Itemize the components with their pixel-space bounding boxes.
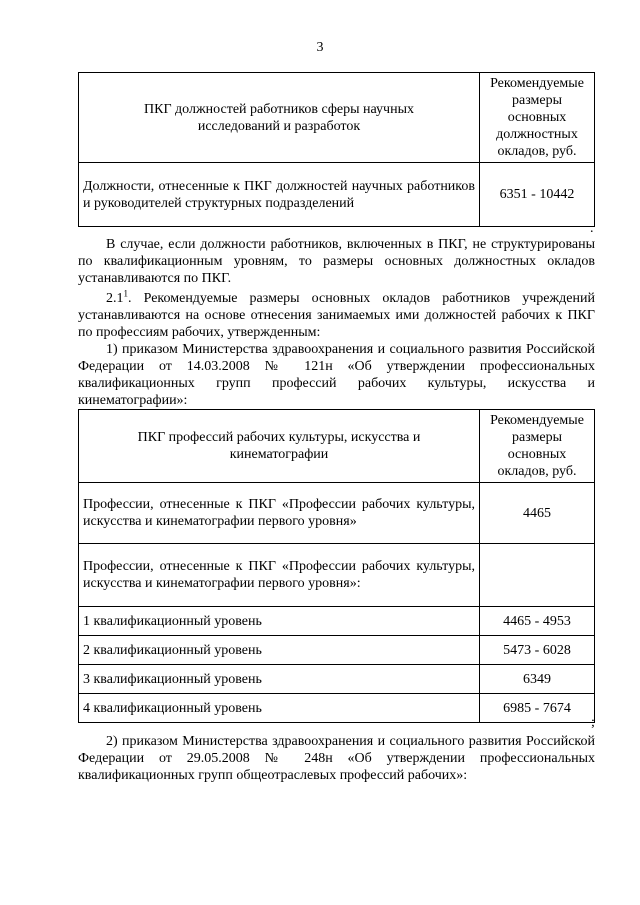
table-row: [79, 607, 595, 636]
paragraph-order-248n: 2) приказом Министерства здравоохранения и социального развития Российской Федерации от 29.05.2008 № 248н «Об утверждении профессиональных квалификационных групп общеотраслевых профессий рабочих»:: [78, 734, 595, 783]
table-cell: 2 квалификационный уровень: [79, 636, 480, 665]
table-cell: 4465: [480, 483, 595, 544]
table-header-cell: Рекомендуемые размеры основных должностных окладов, руб.: [480, 73, 595, 163]
table-row: [79, 163, 595, 227]
table-cell: 6349: [480, 665, 595, 694]
table-cell: 3 квалификационный уровень: [79, 665, 480, 694]
table-cell: [480, 544, 595, 607]
table-header-cell: Рекомендуемые размеры основных окладов, руб.: [480, 410, 595, 483]
table-cell: Профессии, отнесенные к ПКГ «Профессии рабочих культуры, искусства и кинематографии первого уровня»: [79, 483, 480, 544]
trailing-semicolon: ;: [591, 715, 595, 730]
research-positions-table: [78, 72, 595, 227]
table-header-row: [79, 73, 595, 163]
table-row: [79, 544, 595, 607]
paragraph-order-121n: 1) приказом Министерства здравоохранения и социального развития Российской Федерации от 14.03.2008 № 121н «Об утверждении профессиональных квалификационных групп профессий рабочих культуры, искусства и кинематографии»:: [78, 342, 595, 408]
table-cell: Должности, отнесенные к ПКГ должностей научных работников и руководителей структурных подразделений: [79, 163, 480, 227]
table-header-row: [79, 410, 595, 483]
paragraph-unstructured-positions: В случае, если должности работников, включенных в ПКГ, не структурированы по квалификационным уровням, то размеры основных должностных окладов устанавливаются по ПКГ.: [78, 237, 595, 286]
table-row: [79, 665, 595, 694]
table-header-cell: ПКГ должностей работников сферы научных исследований и разработок: [79, 73, 480, 163]
table-row: [79, 694, 595, 723]
page-number: 3: [316, 40, 324, 55]
table-header-cell: ПКГ профессий рабочих культуры, искусства и кинематографии: [79, 410, 480, 483]
table-row: [79, 636, 595, 665]
table-cell: Профессии, отнесенные к ПКГ «Профессии рабочих культуры, искусства и кинематографии первого уровня»:: [79, 544, 480, 607]
table-cell: 1 квалификационный уровень: [79, 607, 480, 636]
paragraph-superscript: 1: [123, 288, 128, 299]
table-cell: 6351 - 10442: [480, 163, 595, 227]
paragraph-text: . Рекомендуемые размеры основных окладов работников учреждений устанавливаются на основе отнесения занимаемых ими должностей рабочих к ПКГ по профессиям рабочих, утвержденным:: [78, 291, 595, 340]
culture-workers-table: [78, 409, 595, 723]
paragraph-2-1: [78, 290, 595, 341]
trailing-period: .: [590, 221, 594, 236]
table-cell: 4 квалификационный уровень: [79, 694, 480, 723]
table-row: [79, 483, 595, 544]
paragraph-number: 2.1: [106, 291, 124, 306]
table-cell: 4465 - 4953: [480, 607, 595, 636]
table-cell: 5473 - 6028: [480, 636, 595, 665]
table-cell: 6985 - 7674: [480, 694, 595, 723]
